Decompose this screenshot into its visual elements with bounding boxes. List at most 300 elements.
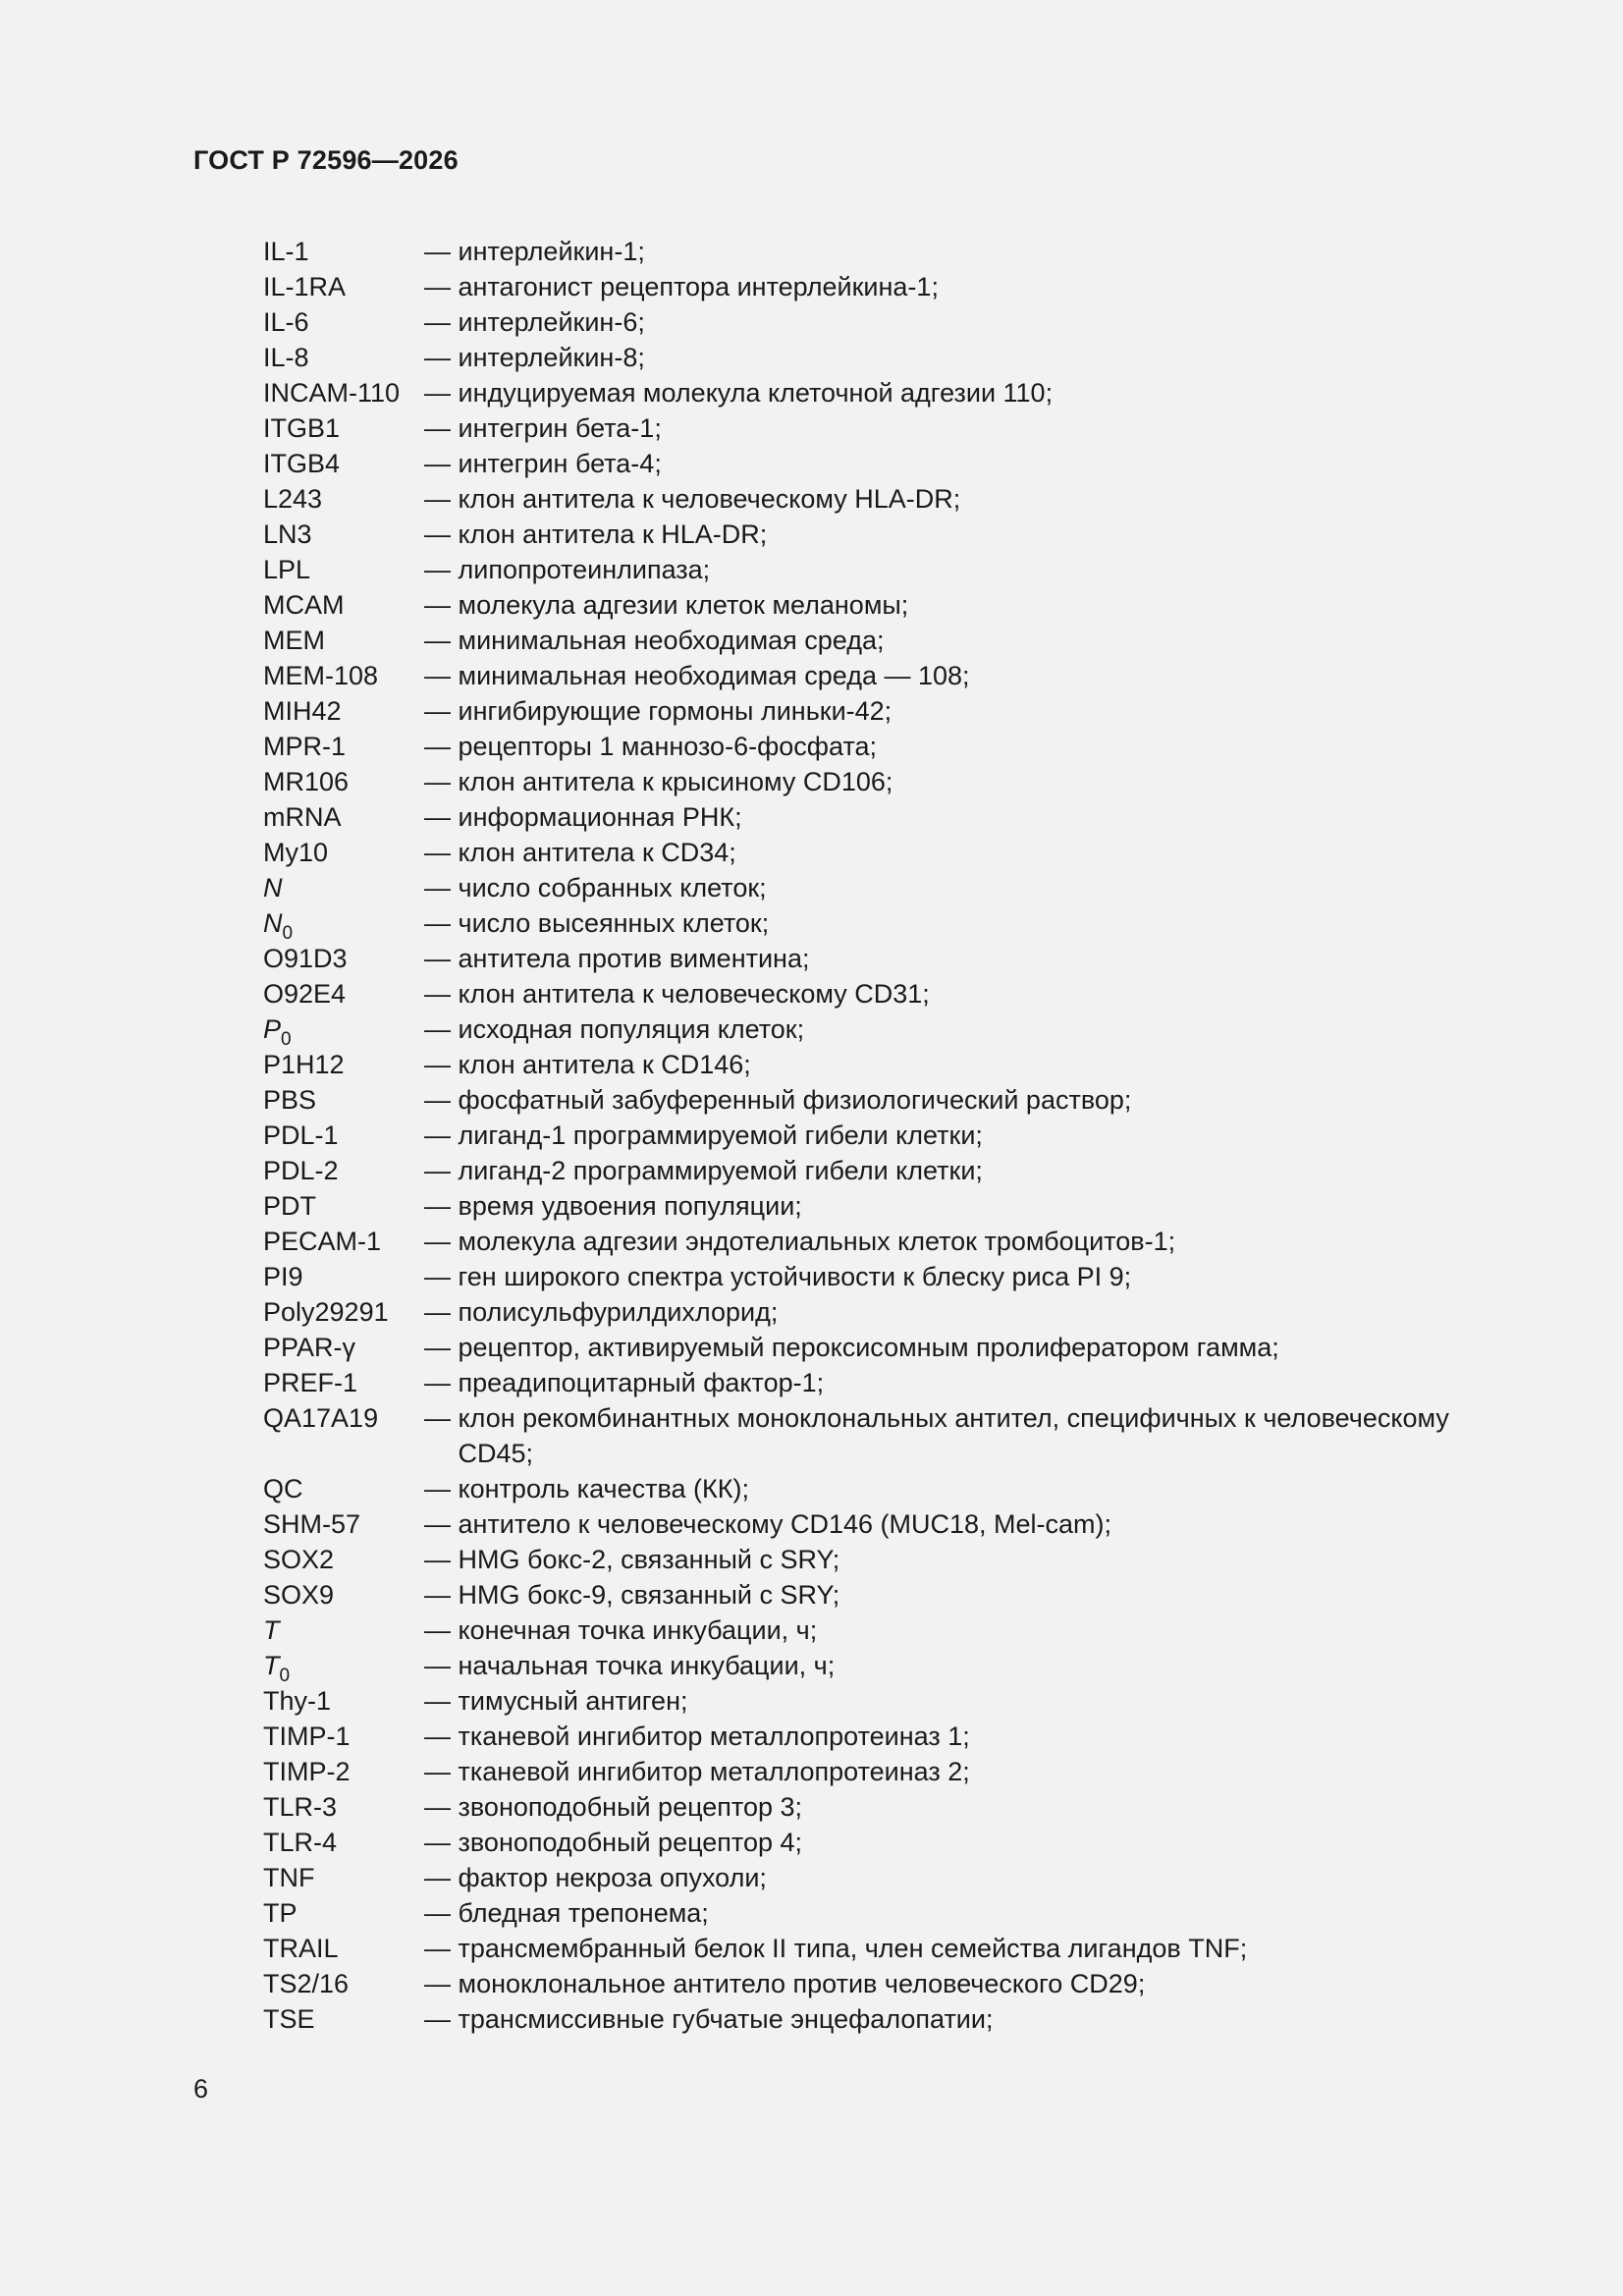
definition-dash: — [424, 484, 459, 514]
abbreviation-row [263, 1471, 1530, 1506]
definition-dash: — [424, 272, 459, 301]
abbreviation-definition [424, 1754, 1530, 1789]
abbreviation-row [263, 1365, 1530, 1400]
abbreviation-row [263, 1400, 1530, 1471]
definition-dash: — [424, 1722, 459, 1751]
abbreviation-term [263, 269, 424, 304]
abbreviation-definition [424, 1365, 1530, 1400]
abbreviation-definition [424, 552, 1530, 587]
definition-text: интерлейкин-8; [458, 343, 645, 372]
abbreviation-term [263, 1365, 424, 1400]
definition-dash: — [424, 1898, 459, 1928]
term-text: SHM-57 [263, 1509, 361, 1539]
abbreviation-term [263, 1506, 424, 1542]
term-text: P1H12 [263, 1050, 345, 1079]
definition-text: звоноподобный рецептор 4; [458, 1828, 803, 1857]
definition-dash: — [424, 1580, 459, 1610]
term-text: MPR-1 [263, 732, 347, 761]
definition-dash: — [424, 1191, 459, 1221]
definition-dash: — [424, 802, 459, 832]
definition-dash: — [424, 1403, 459, 1433]
abbreviation-term [263, 1577, 424, 1613]
abbreviation-row [263, 1577, 1530, 1613]
term-text: SOX2 [263, 1545, 335, 1574]
definition-dash: — [424, 944, 459, 973]
abbreviation-definition [424, 1895, 1530, 1931]
definition-dash: — [424, 1509, 459, 1539]
definition-dash: — [424, 661, 459, 690]
abbreviation-definition [424, 1118, 1530, 1153]
term-text: IL-6 [263, 307, 309, 337]
definition-text: начальная точка инкубации, ч; [458, 1651, 836, 1680]
abbreviation-row [263, 1931, 1530, 1966]
term-text: PDL-1 [263, 1121, 339, 1150]
term-text: ITGB1 [263, 413, 341, 443]
abbreviation-term [263, 1613, 424, 1648]
term-text: QA17A19 [263, 1403, 379, 1433]
abbreviation-definition [424, 410, 1530, 446]
abbreviation-row [263, 1224, 1530, 1259]
definition-dash: — [424, 449, 459, 478]
term-text: MEM [263, 626, 325, 655]
abbreviation-row [263, 1294, 1530, 1330]
term-text: MCAM [263, 590, 345, 620]
abbreviation-term [263, 1789, 424, 1825]
abbreviation-definition [424, 340, 1530, 375]
definition-dash: — [424, 1262, 459, 1291]
abbreviation-term [263, 1683, 424, 1719]
abbreviation-definition [424, 446, 1530, 481]
definition-dash: — [424, 378, 459, 408]
abbreviation-term [263, 1825, 424, 1860]
document-header: ГОСТ Р 72596—2026 [193, 145, 459, 175]
definition-dash: — [424, 1227, 459, 1256]
definition-text: трансмиссивные губчатые энцефалопатии; [458, 2004, 994, 2034]
definition-dash: — [424, 767, 459, 796]
term-text: INCAM-110 [263, 378, 401, 408]
abbreviation-row [263, 1259, 1530, 1294]
definition-text: лиганд-2 программируемой гибели клетки; [458, 1156, 983, 1185]
abbreviation-definition [424, 799, 1530, 835]
abbreviation-row [263, 1860, 1530, 1895]
abbreviation-row [263, 481, 1530, 517]
abbreviation-term [263, 340, 424, 375]
abbreviation-term [263, 799, 424, 835]
term-subscript: 0 [282, 923, 294, 944]
abbreviation-definition [424, 729, 1530, 764]
abbreviation-definition [424, 1294, 1530, 1330]
abbreviation-row [263, 1966, 1530, 2001]
definition-text: преадипоцитарный фактор-1; [458, 1368, 825, 1397]
abbreviation-term [263, 1294, 424, 1330]
term-text: PREF-1 [263, 1368, 358, 1397]
term-text: IL-1RA [263, 272, 347, 301]
term-text: My10 [263, 838, 329, 867]
abbreviation-row [263, 340, 1530, 375]
definition-text: рецепторы 1 маннозо-6-фосфата; [458, 732, 878, 761]
term-text: MR106 [263, 767, 350, 796]
abbreviation-row [263, 1330, 1530, 1365]
definition-text: клон антитела к HLA-DR; [458, 519, 768, 549]
term-text: TSE [263, 2004, 315, 2034]
abbreviation-term [263, 1330, 424, 1365]
abbreviation-row [263, 1542, 1530, 1577]
abbreviation-term [263, 234, 424, 269]
abbreviation-list [263, 234, 1530, 2037]
term-subscript: 0 [279, 1666, 291, 1686]
abbreviation-definition [424, 1966, 1530, 2001]
abbreviation-row [263, 587, 1530, 623]
definition-dash: — [424, 1686, 459, 1716]
abbreviation-term [263, 1224, 424, 1259]
definition-text: ингибирующие гормоны линьки-42; [458, 696, 893, 726]
term-text: PECAM-1 [263, 1227, 382, 1256]
abbreviation-row [263, 941, 1530, 976]
abbreviation-term [263, 1542, 424, 1577]
definition-text: клон антитела к CD146; [458, 1050, 751, 1079]
abbreviation-row [263, 552, 1530, 587]
abbreviation-row [263, 1188, 1530, 1224]
definition-text: ген широкого спектра устойчивости к блеску риса PI 9; [458, 1262, 1132, 1291]
abbreviation-definition [424, 1542, 1530, 1577]
definition-text: тканевой ингибитор металлопротеиназ 1; [458, 1722, 970, 1751]
definition-text: число высеянных клеток; [458, 908, 770, 938]
abbreviation-definition [424, 587, 1530, 623]
abbreviation-definition [424, 1047, 1530, 1082]
definition-text: клон антитела к крысиному CD106; [458, 767, 893, 796]
definition-text: рецептор, активируемый пероксисомным пролифератором гамма; [458, 1333, 1279, 1362]
abbreviation-term [263, 481, 424, 517]
definition-text: тканевой ингибитор металлопротеиназ 2; [458, 1757, 970, 1786]
page-number: 6 [193, 2074, 209, 2104]
term-text: O92E4 [263, 979, 347, 1009]
abbreviation-definition [424, 835, 1530, 870]
term-text: IL-8 [263, 343, 309, 372]
definition-dash: — [424, 838, 459, 867]
definition-text: молекула адгезии клеток меланомы; [458, 590, 909, 620]
abbreviation-row [263, 234, 1530, 269]
abbreviation-row [263, 1683, 1530, 1719]
definition-dash: — [424, 1156, 459, 1185]
term-text: SOX9 [263, 1580, 335, 1610]
term-text: Poly29291 [263, 1297, 389, 1327]
abbreviation-row [263, 905, 1530, 944]
definition-dash: — [424, 555, 459, 584]
term-text: TRAIL [263, 1934, 339, 1963]
abbreviation-term [263, 905, 424, 944]
definition-text: клон антитела к человеческому HLA-DR; [458, 484, 961, 514]
abbreviation-term [263, 1895, 424, 1931]
definition-dash: — [424, 1297, 459, 1327]
abbreviation-row [263, 1895, 1530, 1931]
definition-dash: — [424, 1792, 459, 1822]
definition-text: трансмембранный белок II типа, член семейства лигандов TNF; [458, 1934, 1248, 1963]
abbreviation-definition [424, 1011, 1530, 1047]
abbreviation-row [263, 976, 1530, 1011]
term-text: LN3 [263, 519, 312, 549]
abbreviation-term [263, 1719, 424, 1754]
definition-text: минимальная необходимая среда; [458, 626, 885, 655]
abbreviation-definition [424, 1648, 1530, 1683]
abbreviation-row [263, 410, 1530, 446]
abbreviation-row [263, 1825, 1530, 1860]
term-subscript: 0 [281, 1029, 292, 1050]
definition-text: интегрин бета-1; [458, 413, 662, 443]
definition-dash: — [424, 1545, 459, 1574]
definition-text: антитело к человеческому CD146 (MUC18, Mel-cam); [458, 1509, 1112, 1539]
definition-dash: — [424, 626, 459, 655]
definition-dash: — [424, 1085, 459, 1115]
definition-text: исходная популяция клеток; [458, 1014, 805, 1044]
abbreviation-definition [424, 1153, 1530, 1188]
term-text: PBS [263, 1085, 317, 1115]
term-text: PDL-2 [263, 1156, 339, 1185]
abbreviation-row [263, 1754, 1530, 1789]
abbreviation-row [263, 2001, 1530, 2037]
term-text: TLR-3 [263, 1792, 338, 1822]
abbreviation-term [263, 1471, 424, 1506]
term-text: TNF [263, 1863, 315, 1892]
abbreviation-term [263, 764, 424, 799]
abbreviation-term [263, 729, 424, 764]
definition-dash: — [424, 1368, 459, 1397]
definition-dash: — [424, 979, 459, 1009]
abbreviation-definition [424, 375, 1530, 410]
abbreviation-definition [424, 517, 1530, 552]
abbreviation-term [263, 1400, 424, 1436]
definition-dash: — [424, 696, 459, 726]
term-text: TIMP-2 [263, 1757, 351, 1786]
definition-dash: — [424, 873, 459, 902]
abbreviation-definition [424, 1931, 1530, 1966]
term-text: L243 [263, 484, 323, 514]
term-text: O91D3 [263, 944, 348, 973]
definition-dash: — [424, 1863, 459, 1892]
definition-text: HMG бокс-9, связанный с SRY; [458, 1580, 840, 1610]
abbreviation-definition [424, 941, 1530, 976]
definition-dash: — [424, 413, 459, 443]
term-text: Thy-1 [263, 1686, 332, 1716]
definition-dash: — [424, 1333, 459, 1362]
abbreviation-row [263, 1011, 1530, 1050]
definition-text: антитела против виментина; [458, 944, 810, 973]
abbreviation-definition [424, 269, 1530, 304]
definition-dash: — [424, 732, 459, 761]
definition-dash: — [424, 1934, 459, 1963]
abbreviation-term [263, 1966, 424, 2001]
abbreviation-term [263, 976, 424, 1011]
definition-text: звоноподобный рецептор 3; [458, 1792, 803, 1822]
abbreviation-row [263, 1047, 1530, 1082]
abbreviation-definition [424, 1860, 1530, 1895]
abbreviation-definition [424, 693, 1530, 729]
abbreviation-row [263, 375, 1530, 410]
abbreviation-term [263, 552, 424, 587]
term-text: TS2/16 [263, 1969, 350, 1998]
definition-dash: — [424, 1651, 459, 1680]
definition-text: липопротеинлипаза; [458, 555, 711, 584]
abbreviation-row [263, 693, 1530, 729]
term-text: TLR-4 [263, 1828, 338, 1857]
abbreviation-term [263, 1860, 424, 1895]
abbreviation-definition [424, 1825, 1530, 1860]
abbreviation-term [263, 375, 424, 410]
definition-dash: — [424, 908, 459, 938]
definition-dash: — [424, 237, 459, 266]
abbreviation-row [263, 446, 1530, 481]
abbreviation-term [263, 2001, 424, 2037]
term-text: P [263, 1014, 282, 1044]
definition-dash: — [424, 1474, 459, 1503]
definition-text: интерлейкин-6; [458, 307, 645, 337]
definition-text: полисульфурилдихлорид; [458, 1297, 779, 1327]
abbreviation-row [263, 1118, 1530, 1153]
term-text: LPL [263, 555, 311, 584]
abbreviation-term [263, 1011, 424, 1050]
abbreviation-row [263, 1719, 1530, 1754]
abbreviation-row [263, 729, 1530, 764]
term-text: MEM-108 [263, 661, 379, 690]
definition-text: число собранных клеток; [458, 873, 767, 902]
definition-dash: — [424, 590, 459, 620]
definition-text: клон антитела к CD34; [458, 838, 736, 867]
abbreviation-definition [424, 976, 1530, 1011]
abbreviation-definition [424, 870, 1530, 905]
term-text: TIMP-1 [263, 1722, 351, 1751]
abbreviation-term [263, 1648, 424, 1686]
abbreviation-definition [424, 1224, 1530, 1259]
definition-text: конечная точка инкубации, ч; [458, 1615, 818, 1645]
definition-text: минимальная необходимая среда — 108; [458, 661, 970, 690]
definition-text: индуцируемая молекула клеточной адгезии 110; [458, 378, 1054, 408]
abbreviation-row [263, 1153, 1530, 1188]
definition-text: информационная РНК; [458, 802, 742, 832]
abbreviation-term [263, 410, 424, 446]
definition-dash: — [424, 1050, 459, 1079]
definition-dash: — [424, 1828, 459, 1857]
abbreviation-term [263, 693, 424, 729]
term-text: T [263, 1651, 280, 1680]
abbreviation-definition [424, 234, 1530, 269]
abbreviation-row [263, 870, 1530, 905]
definition-text: тимусный антиген; [458, 1686, 688, 1716]
abbreviation-definition [424, 1683, 1530, 1719]
abbreviation-definition [424, 1259, 1530, 1294]
definition-text: клон антитела к человеческому CD31; [458, 979, 930, 1009]
abbreviation-definition [424, 1719, 1530, 1754]
term-text: IL-1 [263, 237, 309, 266]
abbreviation-term [263, 1047, 424, 1082]
term-text: ITGB4 [263, 449, 341, 478]
abbreviation-term [263, 1082, 424, 1118]
abbreviation-row [263, 835, 1530, 870]
definition-dash: — [424, 307, 459, 337]
abbreviation-term [263, 304, 424, 340]
abbreviation-term [263, 1931, 424, 1966]
term-text: mRNA [263, 802, 342, 832]
term-text: N [263, 908, 283, 938]
abbreviation-row [263, 658, 1530, 693]
definition-text: молекула адгезии эндотелиальных клеток тромбоцитов-1; [458, 1227, 1176, 1256]
definition-text: интегрин бета-4; [458, 449, 662, 478]
abbreviation-term [263, 835, 424, 870]
definition-text: моноклональное антитело против человеческого CD29; [458, 1969, 1146, 1998]
abbreviation-term [263, 1118, 424, 1153]
definition-text: бледная трепонема; [458, 1898, 709, 1928]
abbreviation-definition [424, 2001, 1530, 2037]
abbreviation-row [263, 517, 1530, 552]
abbreviation-term [263, 1153, 424, 1188]
abbreviation-definition [424, 658, 1530, 693]
abbreviation-term [263, 941, 424, 976]
definition-dash: — [424, 1757, 459, 1786]
abbreviation-definition [424, 1789, 1530, 1825]
definition-text: время удвоения популяции; [458, 1191, 802, 1221]
abbreviation-row [263, 1789, 1530, 1825]
term-text: TP [263, 1898, 298, 1928]
abbreviation-definition [424, 1577, 1530, 1613]
term-text: N [263, 873, 283, 902]
abbreviation-definition [424, 1330, 1530, 1365]
abbreviation-row [263, 269, 1530, 304]
abbreviation-term [263, 1259, 424, 1294]
abbreviation-row [263, 1648, 1530, 1686]
abbreviation-term [263, 446, 424, 481]
term-text: PDT [263, 1191, 316, 1221]
abbreviation-term [263, 587, 424, 623]
abbreviation-definition [424, 1613, 1530, 1648]
term-text: MIH42 [263, 696, 342, 726]
term-text: T [263, 1615, 280, 1645]
definition-dash: — [424, 1121, 459, 1150]
definition-text: фактор некроза опухоли; [458, 1863, 767, 1892]
abbreviation-definition [424, 1471, 1530, 1506]
abbreviation-term [263, 1188, 424, 1224]
abbreviation-row [263, 623, 1530, 658]
definition-text: фосфатный забуференный физиологический раствор; [458, 1085, 1132, 1115]
abbreviation-term [263, 517, 424, 552]
abbreviation-definition [424, 905, 1530, 941]
abbreviation-term [263, 623, 424, 658]
definition-text: антагонист рецептора интерлейкина-1; [458, 272, 939, 301]
abbreviation-row [263, 1613, 1530, 1648]
abbreviation-row [263, 304, 1530, 340]
abbreviation-definition [424, 304, 1530, 340]
definition-dash: — [424, 343, 459, 372]
term-text: PPAR-γ [263, 1333, 356, 1362]
abbreviation-definition [424, 1506, 1530, 1542]
abbreviation-term [263, 658, 424, 693]
abbreviation-definition [424, 1400, 1530, 1471]
definition-dash: — [424, 1615, 459, 1645]
abbreviation-term [263, 870, 424, 905]
abbreviation-row [263, 1506, 1530, 1542]
abbreviation-definition [424, 1082, 1530, 1118]
abbreviation-row [263, 799, 1530, 835]
definition-dash: — [424, 519, 459, 549]
definition-text: лиганд-1 программируемой гибели клетки; [458, 1121, 983, 1150]
definition-dash: — [424, 1014, 459, 1044]
term-text: PI9 [263, 1262, 303, 1291]
abbreviation-definition [424, 481, 1530, 517]
abbreviation-term [263, 1754, 424, 1789]
definition-text: клон рекомбинантных моноклональных антител, специфичных к человеческому CD45; [458, 1403, 1449, 1468]
abbreviation-definition [424, 1188, 1530, 1224]
definition-text: интерлейкин-1; [458, 237, 645, 266]
abbreviation-row [263, 764, 1530, 799]
abbreviation-row [263, 1082, 1530, 1118]
term-text: QC [263, 1474, 303, 1503]
